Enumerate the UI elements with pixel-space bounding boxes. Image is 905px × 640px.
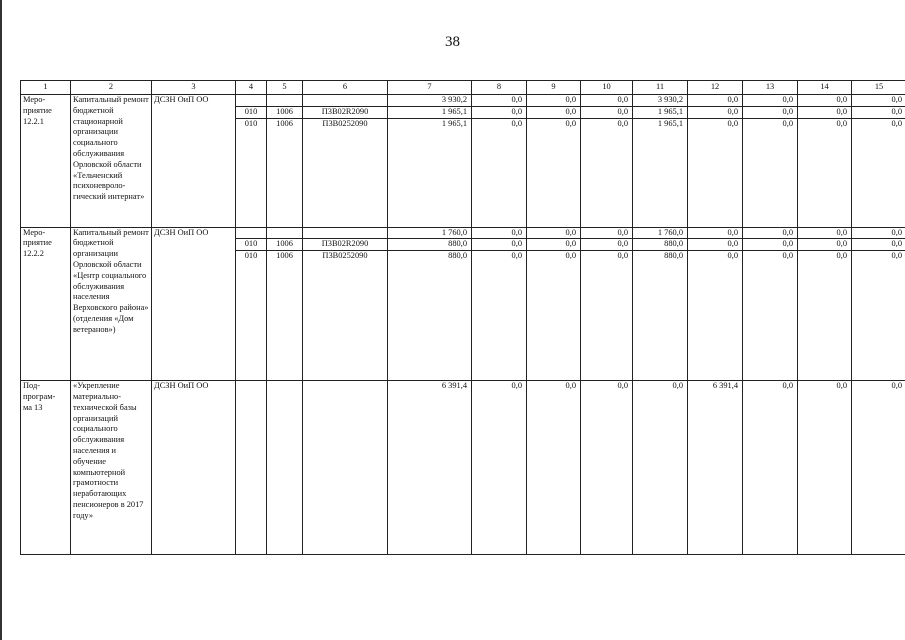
amount-col10: 0,0 xyxy=(581,227,633,239)
responsible-agency: ДСЗН ОиП ОО xyxy=(152,381,236,555)
header-col-7: 7 xyxy=(388,81,472,95)
header-col-15: 15 xyxy=(852,81,905,95)
amount-col13: 0,0 xyxy=(743,381,798,555)
amount-col15: 0,0 xyxy=(852,118,905,227)
amount-col10: 0,0 xyxy=(581,251,633,381)
header-col-5: 5 xyxy=(267,81,303,95)
target-article-code xyxy=(303,227,388,239)
amount-col8: 0,0 xyxy=(472,118,527,227)
header-col-9: 9 xyxy=(527,81,581,95)
grbs-code xyxy=(236,381,267,555)
item-name-line: Под- xyxy=(23,381,41,391)
amount-col11: 3 930,2 xyxy=(633,95,688,107)
target-article-code: П3В0252090 xyxy=(303,251,388,381)
section-code: 1006 xyxy=(267,118,303,227)
amount-total: 6 391,4 xyxy=(388,381,472,555)
amount-col9: 0,0 xyxy=(527,381,581,555)
amount-col8: 0,0 xyxy=(472,239,527,251)
amount-total: 1 965,1 xyxy=(388,118,472,227)
amount-col12: 0,0 xyxy=(688,118,743,227)
amount-col15: 0,0 xyxy=(852,227,905,239)
section-code: 1006 xyxy=(267,239,303,251)
amount-col13: 0,0 xyxy=(743,95,798,107)
table-row xyxy=(21,381,905,555)
item-name-line: приятие xyxy=(23,238,52,248)
amount-col14: 0,0 xyxy=(798,251,852,381)
amount-col9: 0,0 xyxy=(527,95,581,107)
grbs-code xyxy=(236,95,267,107)
header-col-12: 12 xyxy=(688,81,743,95)
amount-total: 3 930,2 xyxy=(388,95,472,107)
amount-col10: 0,0 xyxy=(581,239,633,251)
amount-col12: 0,0 xyxy=(688,251,743,381)
amount-col9: 0,0 xyxy=(527,227,581,239)
item-name-line: 12.2.2 xyxy=(23,249,44,259)
target-article-code: П3В02R2090 xyxy=(303,106,388,118)
amount-total: 880,0 xyxy=(388,239,472,251)
amount-col9: 0,0 xyxy=(527,118,581,227)
grbs-code: 010 xyxy=(236,251,267,381)
target-article-code xyxy=(303,381,388,555)
grbs-code: 010 xyxy=(236,106,267,118)
section-code: 1006 xyxy=(267,251,303,381)
amount-col13: 0,0 xyxy=(743,227,798,239)
amount-col10: 0,0 xyxy=(581,106,633,118)
amount-col14: 0,0 xyxy=(798,106,852,118)
table-row xyxy=(21,95,905,107)
amount-total: 1 965,1 xyxy=(388,106,472,118)
header-col-10: 10 xyxy=(581,81,633,95)
amount-col13: 0,0 xyxy=(743,118,798,227)
amount-col11: 880,0 xyxy=(633,239,688,251)
amount-col13: 0,0 xyxy=(743,239,798,251)
amount-col14: 0,0 xyxy=(798,95,852,107)
section-code: 1006 xyxy=(267,106,303,118)
amount-col15: 0,0 xyxy=(852,381,905,555)
responsible-agency: ДСЗН ОиП ОО xyxy=(152,95,236,228)
header-col-13: 13 xyxy=(743,81,798,95)
header-col-2: 2 xyxy=(71,81,152,95)
amount-col11: 1 965,1 xyxy=(633,118,688,227)
header-col-11: 11 xyxy=(633,81,688,95)
amount-col8: 0,0 xyxy=(472,381,527,555)
amount-col8: 0,0 xyxy=(472,95,527,107)
amount-col14: 0,0 xyxy=(798,227,852,239)
table-row xyxy=(21,227,905,239)
page-left-edge xyxy=(0,0,2,640)
header-col-8: 8 xyxy=(472,81,527,95)
target-article-code: П3В02R2090 xyxy=(303,239,388,251)
item-name xyxy=(21,381,71,555)
item-name-line: програм- xyxy=(23,391,56,401)
section-code xyxy=(267,381,303,555)
amount-col13: 0,0 xyxy=(743,251,798,381)
amount-col13: 0,0 xyxy=(743,106,798,118)
header-col-14: 14 xyxy=(798,81,852,95)
amount-total: 880,0 xyxy=(388,251,472,381)
amount-col15: 0,0 xyxy=(852,251,905,381)
amount-col10: 0,0 xyxy=(581,118,633,227)
grbs-code: 010 xyxy=(236,118,267,227)
amount-col15: 0,0 xyxy=(852,106,905,118)
grbs-code xyxy=(236,227,267,239)
amount-col12: 6 391,4 xyxy=(688,381,743,555)
header-col-3: 3 xyxy=(152,81,236,95)
amount-col11: 1 760,0 xyxy=(633,227,688,239)
item-name-line: ма 13 xyxy=(23,402,43,412)
header-col-4: 4 xyxy=(236,81,267,95)
section-code xyxy=(267,95,303,107)
item-name-line: Меро- xyxy=(23,227,46,237)
responsible-agency: ДСЗН ОиП ОО xyxy=(152,227,236,381)
column-number-header-row xyxy=(21,81,905,95)
amount-col12: 0,0 xyxy=(688,106,743,118)
amount-col11: 1 965,1 xyxy=(633,106,688,118)
grbs-code: 010 xyxy=(236,239,267,251)
amount-total: 1 760,0 xyxy=(388,227,472,239)
header-col-1: 1 xyxy=(21,81,71,95)
amount-col12: 0,0 xyxy=(688,239,743,251)
amount-col8: 0,0 xyxy=(472,251,527,381)
page-number: 38 xyxy=(445,34,460,50)
item-name xyxy=(21,95,71,228)
amount-col14: 0,0 xyxy=(798,118,852,227)
amount-col11: 0,0 xyxy=(633,381,688,555)
section-code xyxy=(267,227,303,239)
amount-col14: 0,0 xyxy=(798,239,852,251)
item-description: Капитальный ремонт бюджетной организации Орловской области «Центр социального обслуживания населения Верховского района» (отделения «Дом ветеранов») xyxy=(71,227,152,381)
item-name-line: 12.2.1 xyxy=(23,116,44,126)
header-col-6: 6 xyxy=(303,81,388,95)
amount-col14: 0,0 xyxy=(798,381,852,555)
table-body xyxy=(21,81,905,555)
item-name xyxy=(21,227,71,381)
item-description: «Укрепление материально-технической базы организаций социального обслуживания населения и обучение компьютерной грамотности неработающих пенсионеров в 2017 году» xyxy=(71,381,152,555)
amount-col8: 0,0 xyxy=(472,106,527,118)
budget-table xyxy=(20,80,905,555)
item-name-line: приятие xyxy=(23,105,52,115)
amount-col9: 0,0 xyxy=(527,239,581,251)
amount-col12: 0,0 xyxy=(688,227,743,239)
item-description: Капитальный ремонт бюджетной стационарной организации социального обслуживания Орловской области «Тельченский психоневроло-гический интернат» xyxy=(71,95,152,228)
amount-col15: 0,0 xyxy=(852,239,905,251)
amount-col9: 0,0 xyxy=(527,106,581,118)
item-name-line: Меро- xyxy=(23,95,46,104)
amount-col10: 0,0 xyxy=(581,381,633,555)
amount-col12: 0,0 xyxy=(688,95,743,107)
amount-col8: 0,0 xyxy=(472,227,527,239)
amount-col10: 0,0 xyxy=(581,95,633,107)
amount-col9: 0,0 xyxy=(527,251,581,381)
amount-col11: 880,0 xyxy=(633,251,688,381)
target-article-code xyxy=(303,95,388,107)
amount-col15: 0,0 xyxy=(852,95,905,107)
target-article-code: П3В0252090 xyxy=(303,118,388,227)
